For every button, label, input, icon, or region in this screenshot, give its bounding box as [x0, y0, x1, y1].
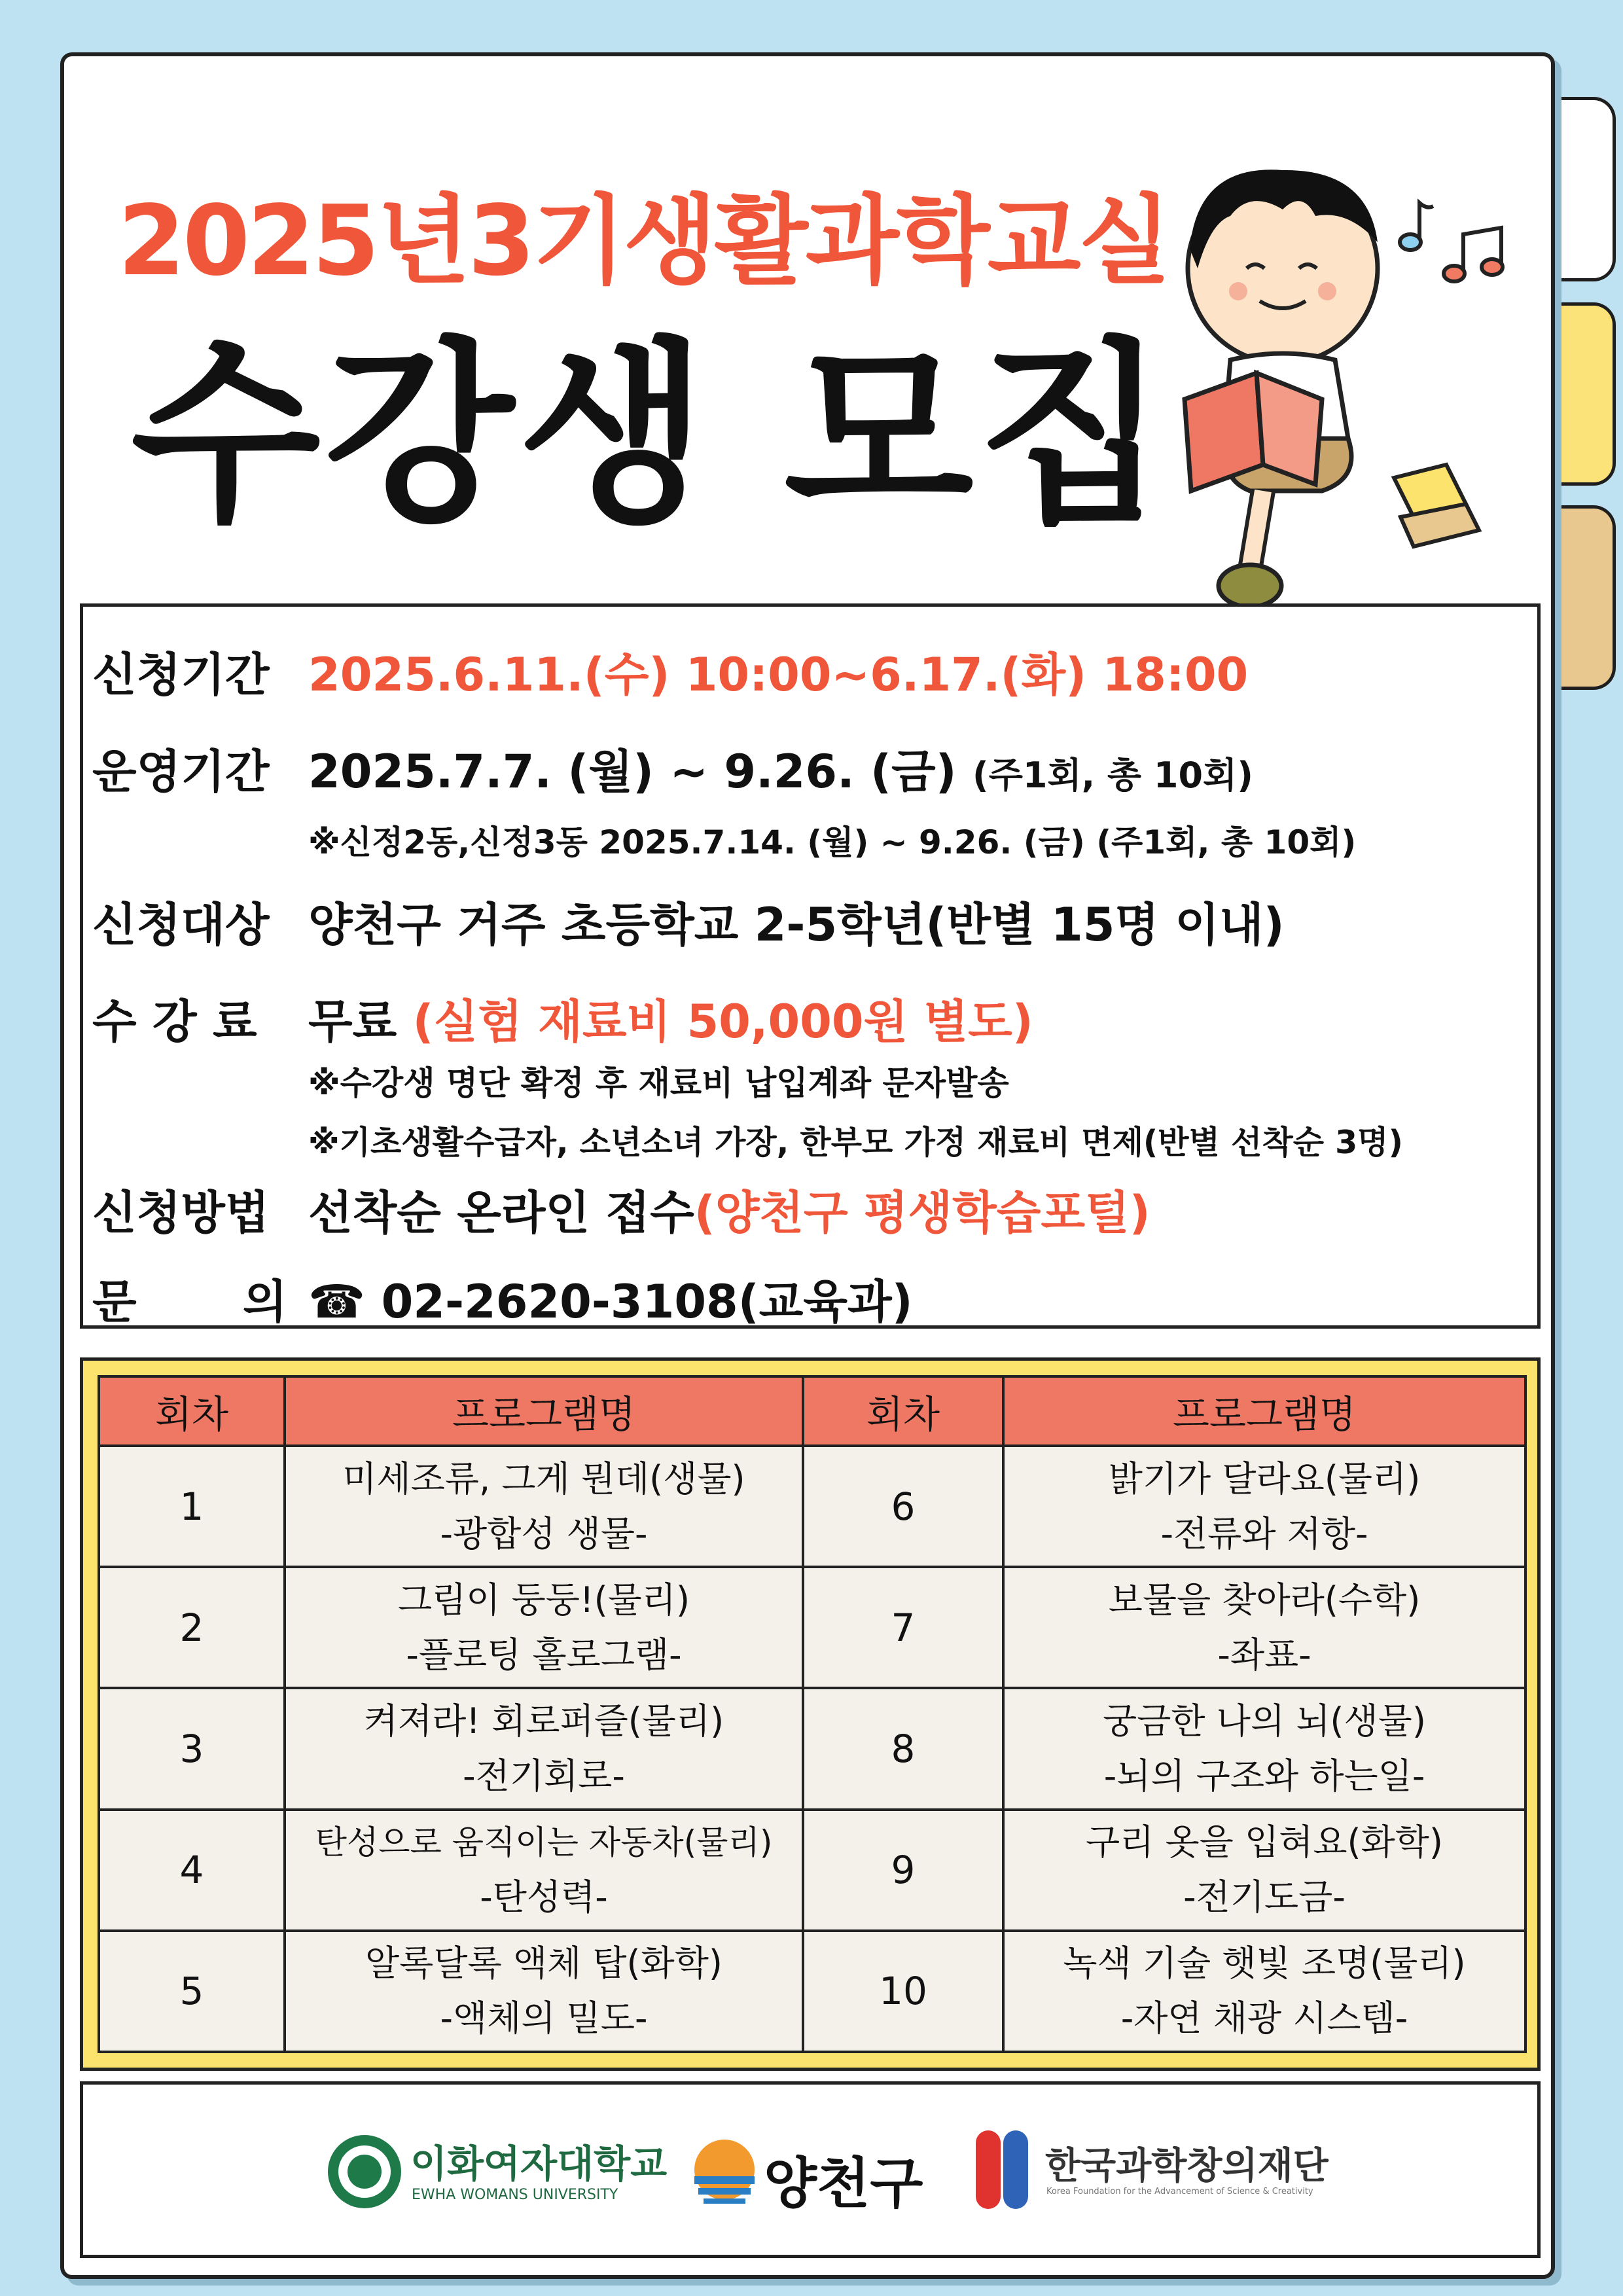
contact-label-left: 문 — [92, 1275, 137, 1329]
apply-period-label: 신청기간 — [92, 648, 270, 702]
run-period-label: 운영기간 — [92, 745, 270, 798]
program-topic: -액체의 밀도- — [440, 1998, 648, 2039]
session-number: 1 — [99, 1446, 285, 1567]
program-title: 탄성으로 움직이는 자동차(물리) — [315, 1823, 773, 1862]
program-cell — [1003, 1567, 1525, 1688]
program-title: 밝기가 달라요(물리) — [1108, 1458, 1421, 1499]
info-box — [80, 603, 1541, 1329]
side-tab-white — [1547, 97, 1616, 281]
table-row — [99, 1567, 1525, 1688]
yangcheon-logo — [692, 2124, 934, 2222]
program-cell — [285, 1688, 803, 1809]
session-number: 10 — [803, 1931, 1003, 2052]
program-topic: -광합성 생물- — [440, 1513, 648, 1554]
program-title: 보물을 찾아라(수학) — [1108, 1579, 1421, 1621]
apply-period-value: 2025.6.11.(수) 10:00~6.17.(화) 18:00 — [308, 648, 1249, 702]
session-number: 2 — [99, 1567, 285, 1688]
session-number: 6 — [803, 1446, 1003, 1567]
method-online: 선착순 온라인 접수 — [308, 1186, 694, 1240]
program-cell — [1003, 1810, 1525, 1931]
side-tab-yellow — [1547, 302, 1616, 486]
session-number: 8 — [803, 1688, 1003, 1809]
program-topic: -전류와 저항- — [1160, 1513, 1368, 1554]
method-portal: (양천구 평생학습포털) — [694, 1186, 1150, 1240]
program-title: 켜져라! 회로퍼즐(물리) — [363, 1700, 724, 1742]
program-topic: -자연 채광 시스템- — [1120, 1998, 1408, 2039]
table-row — [99, 1931, 1525, 2052]
reading-boy-illustration — [1152, 111, 1518, 622]
run-period-dates: 2025.7.7. (월) ~ 9.26. (금) — [308, 745, 957, 798]
program-cell — [285, 1567, 803, 1688]
program-title: 미세조류, 그게 뭔데(생물) — [342, 1458, 745, 1499]
sponsor-logos — [80, 2081, 1541, 2258]
header-session-2: 회차 — [803, 1376, 1003, 1446]
program-topic: -플로팅 홀로그램- — [406, 1634, 682, 1676]
session-number: 9 — [803, 1810, 1003, 1931]
program-cell — [1003, 1931, 1525, 2052]
contact-label-right: 의 — [243, 1275, 287, 1329]
fee-label: 수 강 료 — [92, 995, 257, 1049]
table-row — [99, 1688, 1525, 1809]
ewha-english-name: EWHA WOMANS UNIVERSITY — [412, 2187, 618, 2203]
ewha-emblem-icon — [325, 2129, 404, 2214]
fee-extra: (실험 재료비 50,000원 별도) — [412, 995, 1033, 1049]
session-number: 7 — [803, 1567, 1003, 1688]
session-number: 5 — [99, 1931, 285, 2052]
program-table-frame — [80, 1357, 1541, 2071]
fee-note-2: ※기초생활수급자, 소년소녀 가장, 한부모 가정 재료비 면제(반별 선착순 3명) — [308, 1124, 1403, 1161]
music-note-icon — [1400, 203, 1503, 281]
program-title: 녹색 기술 햇빛 조명(물리) — [1063, 1943, 1466, 1984]
table-row — [99, 1446, 1525, 1567]
ewha-name: 이화여자대학교 — [410, 2142, 668, 2186]
program-topic: -전기회로- — [463, 1755, 625, 1797]
poster-subtitle: 2025년3기생활과학교실 — [118, 185, 1169, 297]
session-number: 4 — [99, 1810, 285, 1931]
program-topic: -좌표- — [1217, 1634, 1311, 1676]
run-period-value — [308, 735, 1253, 801]
yangcheon-emblem-icon — [692, 2124, 757, 2215]
kofac-emblem-icon — [973, 2124, 1032, 2215]
header-session-1: 회차 — [99, 1376, 285, 1446]
program-table — [98, 1375, 1527, 2053]
run-period-suffix: (주1회, 총 10회) — [972, 755, 1253, 796]
program-topic: -뇌의 구조와 하는일- — [1103, 1755, 1425, 1797]
fee-free: 무료 — [308, 995, 397, 1049]
side-tab-tan — [1547, 505, 1616, 690]
method-label: 신청방법 — [92, 1186, 270, 1240]
program-title: 그림이 둥둥!(물리) — [397, 1579, 690, 1621]
program-topic: -전기도금- — [1183, 1876, 1346, 1918]
fee-value — [308, 985, 1033, 1051]
program-cell — [1003, 1688, 1525, 1809]
session-number: 3 — [99, 1688, 285, 1809]
run-period-note: ※신정2동,신정3동 2025.7.14. (월) ~ 9.26. (금) (주1회, 총 10회) — [308, 823, 1357, 861]
kofac-name: 한국과학창의재단 — [1045, 2145, 1329, 2187]
program-cell — [1003, 1446, 1525, 1567]
kofac-logo — [973, 2124, 1329, 2222]
ewha-logo — [325, 2124, 668, 2222]
contact-phone: ☎ 02-2620-3108(교육과) — [308, 1275, 913, 1329]
program-cell — [285, 1810, 803, 1931]
target-label: 신청대상 — [92, 898, 270, 952]
program-title: 구리 옷을 입혀요(화학) — [1086, 1821, 1443, 1863]
poster-title: 수강생 모집 — [131, 321, 1171, 549]
table-row — [99, 1810, 1525, 1931]
kofac-english-name: Korea Foundation for the Advancement of Science & Creativity — [1046, 2187, 1313, 2197]
program-cell — [285, 1446, 803, 1567]
method-value — [308, 1176, 1150, 1242]
program-topic: -탄성력- — [480, 1876, 608, 1918]
program-title: 알록달록 액체 탑(화학) — [365, 1943, 722, 1984]
program-cell — [285, 1931, 803, 2052]
header-program-1: 프로그램명 — [285, 1376, 803, 1446]
table-header-row — [99, 1376, 1525, 1446]
yangcheon-name: 양천구 — [764, 2151, 923, 2215]
header-program-2: 프로그램명 — [1003, 1376, 1525, 1446]
program-title: 궁금한 나의 뇌(생물) — [1103, 1700, 1426, 1742]
target-value: 양천구 거주 초등학교 2-5학년(반별 15명 이내) — [308, 898, 1285, 952]
fee-note-1: ※수강생 명단 확정 후 재료비 납입계좌 문자발송 — [308, 1064, 1009, 1102]
